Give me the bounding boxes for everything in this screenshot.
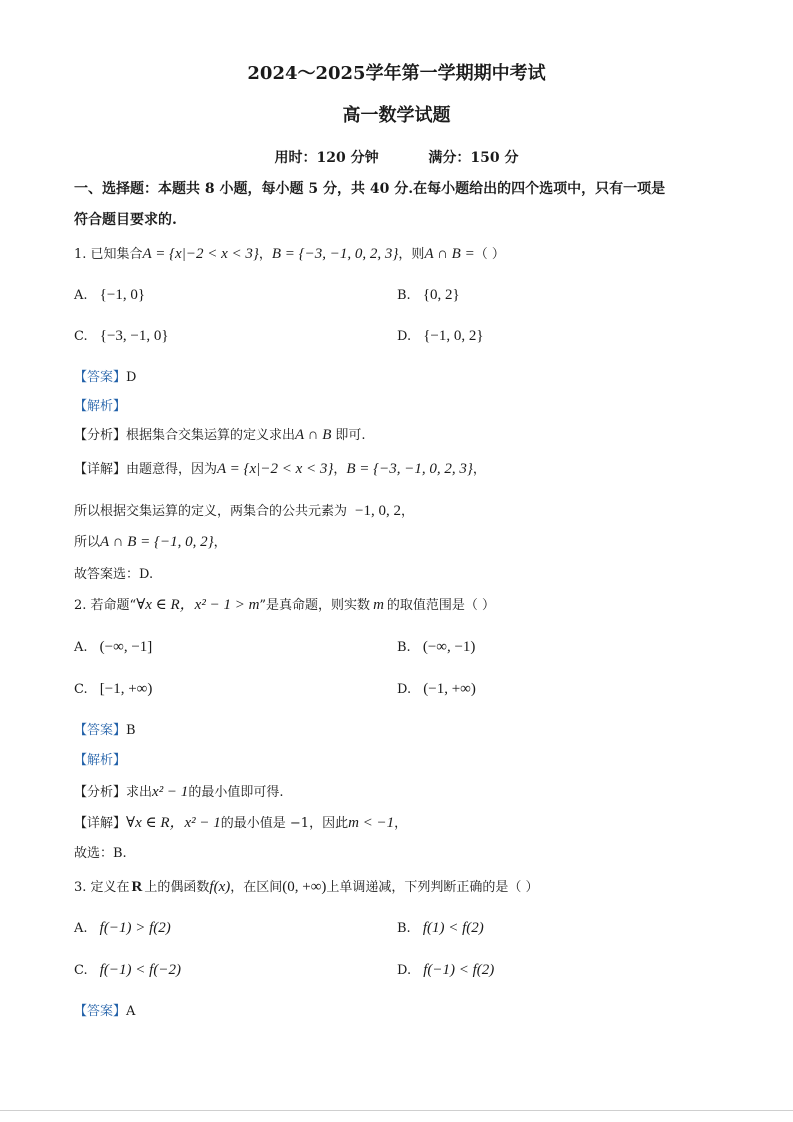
q1-set-a: A = {x|−2 < x < 3} — [142, 246, 259, 262]
xiangjie-expr3: m < −1 — [348, 815, 395, 831]
xiangjie-set-b: B = {−3, −1, 0, 2, 3} — [346, 461, 473, 477]
fenxi-expr: A ∩ B — [295, 427, 332, 443]
option-value: f(1) < f(2) — [422, 920, 484, 936]
q2-stem-end: 的取值范围是（ ） — [386, 598, 496, 613]
fenxi-end: 即可. — [335, 428, 366, 443]
q3-stem-interval: (0, +∞) — [282, 879, 327, 895]
q3-stem-r: R — [131, 879, 143, 895]
q1-comma: ， — [258, 247, 272, 262]
q2-stem-prefix: 2. 若命题“ — [74, 598, 137, 613]
option-value: f(−1) < f(−2) — [99, 962, 181, 978]
section-heading-line1: 一、选择题：本题共 8 小题，每小题 5 分，共 40 分.在每小题给出的四个选项中，只有一项是 — [74, 181, 666, 197]
option-label: A. — [74, 921, 88, 936]
q2-stem — [74, 597, 495, 614]
exam-meta — [0, 150, 793, 166]
option-value: f(−1) > f(2) — [99, 920, 171, 936]
q2-option-d[interactable] — [397, 681, 476, 698]
q1-set-b: B = {−3, −1, 0, 2, 3} — [271, 246, 399, 262]
option-value: {−1, 0, 2} — [423, 328, 484, 344]
q3-option-d[interactable] — [397, 962, 494, 979]
q2-stem-mid: ”是真命题，则实数 — [259, 598, 371, 613]
option-value: (−∞, −1] — [99, 639, 153, 655]
line4-end: ， — [213, 535, 227, 550]
line4-expr: A ∩ B = {−1, 0, 2} — [100, 534, 214, 550]
q3-stem-mid2: ，在区间 — [230, 880, 283, 895]
q3-stem-end: 上单调递减，下列判断正确的是（ ） — [326, 880, 539, 895]
xiangjie-comma: ， — [333, 462, 347, 477]
option-value: (−∞, −1) — [422, 639, 476, 655]
q2-conclusion: 故选：B. — [74, 846, 127, 861]
answer-value: D — [126, 370, 137, 385]
answer-tag: 【答案】 — [74, 1004, 127, 1019]
q2-option-c[interactable] — [74, 681, 152, 698]
q1-stem-prefix: 1. 已知集合 — [74, 247, 143, 262]
xiangjie-mid: 的最小值是 −1，因此 — [220, 816, 349, 831]
q1-line3 — [74, 503, 414, 520]
q1-stem — [74, 246, 505, 263]
q1-answer — [74, 370, 136, 386]
option-value: f(−1) < f(2) — [423, 962, 495, 978]
q2-stem-expr: ∀x ∈ R，x² − 1 > m — [136, 597, 260, 613]
xiangjie-comma-end: ， — [472, 462, 486, 477]
option-value: {0, 2} — [422, 287, 460, 303]
q1-analysis-tag: 【解析】 — [74, 399, 127, 414]
option-label: C. — [74, 963, 88, 978]
option-value: {−1, 0} — [99, 287, 146, 303]
q1-option-c[interactable] — [74, 328, 169, 345]
score-label: 满分：150 分 — [428, 150, 519, 166]
fenxi-expr: x² − 1 — [152, 784, 189, 800]
option-label: C. — [74, 329, 88, 344]
xiangjie-text: 由题意得，因为 — [126, 462, 218, 477]
answer-tag: 【答案】 — [74, 723, 127, 738]
fenxi-text: 根据集合交集运算的定义求出 — [126, 428, 296, 443]
q1-option-d[interactable] — [397, 328, 484, 345]
option-value: {−3, −1, 0} — [99, 328, 169, 344]
fenxi-text: 求出 — [126, 785, 153, 800]
section-heading-line2: 符合题目要求的. — [74, 212, 177, 228]
q3-stem-mid: 上的偶函数 — [144, 880, 210, 895]
q2-fenxi — [74, 784, 283, 801]
xiangjie-tag: 【详解】 — [74, 462, 127, 477]
exam-title: 2024～2025学年第一学期期中考试 — [247, 63, 546, 84]
option-label: A. — [74, 288, 88, 303]
xiangjie-end: ， — [394, 816, 408, 831]
q2-analysis-tag: 【解析】 — [74, 753, 127, 768]
option-label: C. — [74, 682, 88, 697]
option-value: [−1, +∞) — [99, 681, 153, 697]
q3-option-b[interactable] — [397, 920, 484, 937]
q1-paren: （ ） — [474, 247, 505, 262]
q1-expr: A ∩ B = — [424, 246, 475, 262]
xiangjie-expr1: ∀x ∈ R， — [126, 815, 185, 831]
fenxi-end: 的最小值即可得. — [188, 785, 284, 800]
option-label: B. — [397, 921, 411, 936]
q2-stem-var: m — [373, 597, 384, 613]
line3-expr: −1, 0, 2 — [355, 503, 401, 519]
q1-option-b[interactable] — [397, 287, 460, 304]
option-label: A. — [74, 640, 88, 655]
option-label: D. — [397, 682, 412, 697]
q1-then: ，则 — [398, 247, 425, 262]
q3-stem — [74, 879, 539, 896]
line3-text: 所以根据交集运算的定义，两集合的公共元素为 — [74, 504, 348, 519]
option-label: B. — [397, 288, 411, 303]
line3-end: ， — [400, 504, 414, 519]
q3-stem-f: f(x) — [209, 879, 231, 895]
xiangjie-tag: 【详解】 — [74, 816, 127, 831]
q3-option-c[interactable] — [74, 962, 181, 979]
xiangjie-expr2: x² − 1 — [184, 815, 221, 831]
xiangjie-set-a: A = {x|−2 < x < 3} — [217, 461, 334, 477]
q1-fenxi — [74, 427, 366, 444]
q1-line4 — [74, 534, 227, 551]
time-label: 用时：120 分钟 — [274, 150, 379, 166]
option-label: D. — [397, 329, 412, 344]
q2-option-b[interactable] — [397, 639, 475, 656]
exam-subtitle: 高一数学试题 — [342, 105, 451, 126]
line4-text: 所以 — [74, 535, 101, 550]
q3-answer — [74, 1004, 135, 1020]
q1-option-a[interactable] — [74, 287, 145, 304]
answer-value: A — [126, 1004, 136, 1019]
answer-value: B — [126, 723, 136, 738]
q3-option-a[interactable] — [74, 920, 171, 937]
answer-tag: 【答案】 — [74, 370, 127, 385]
page-footer-divider — [0, 1110, 793, 1111]
fenxi-tag: 【分析】 — [74, 785, 127, 800]
q2-option-a[interactable] — [74, 639, 152, 656]
option-value: (−1, +∞) — [423, 681, 476, 697]
q3-stem-prefix: 3. 定义在 — [74, 880, 130, 895]
q2-xiangjie — [74, 815, 407, 832]
q1-conclusion: 故答案选：D. — [74, 567, 154, 582]
q1-xiangjie — [74, 461, 486, 478]
q2-answer — [74, 723, 136, 739]
fenxi-tag: 【分析】 — [74, 428, 127, 443]
option-label: D. — [397, 963, 412, 978]
option-label: B. — [397, 640, 411, 655]
